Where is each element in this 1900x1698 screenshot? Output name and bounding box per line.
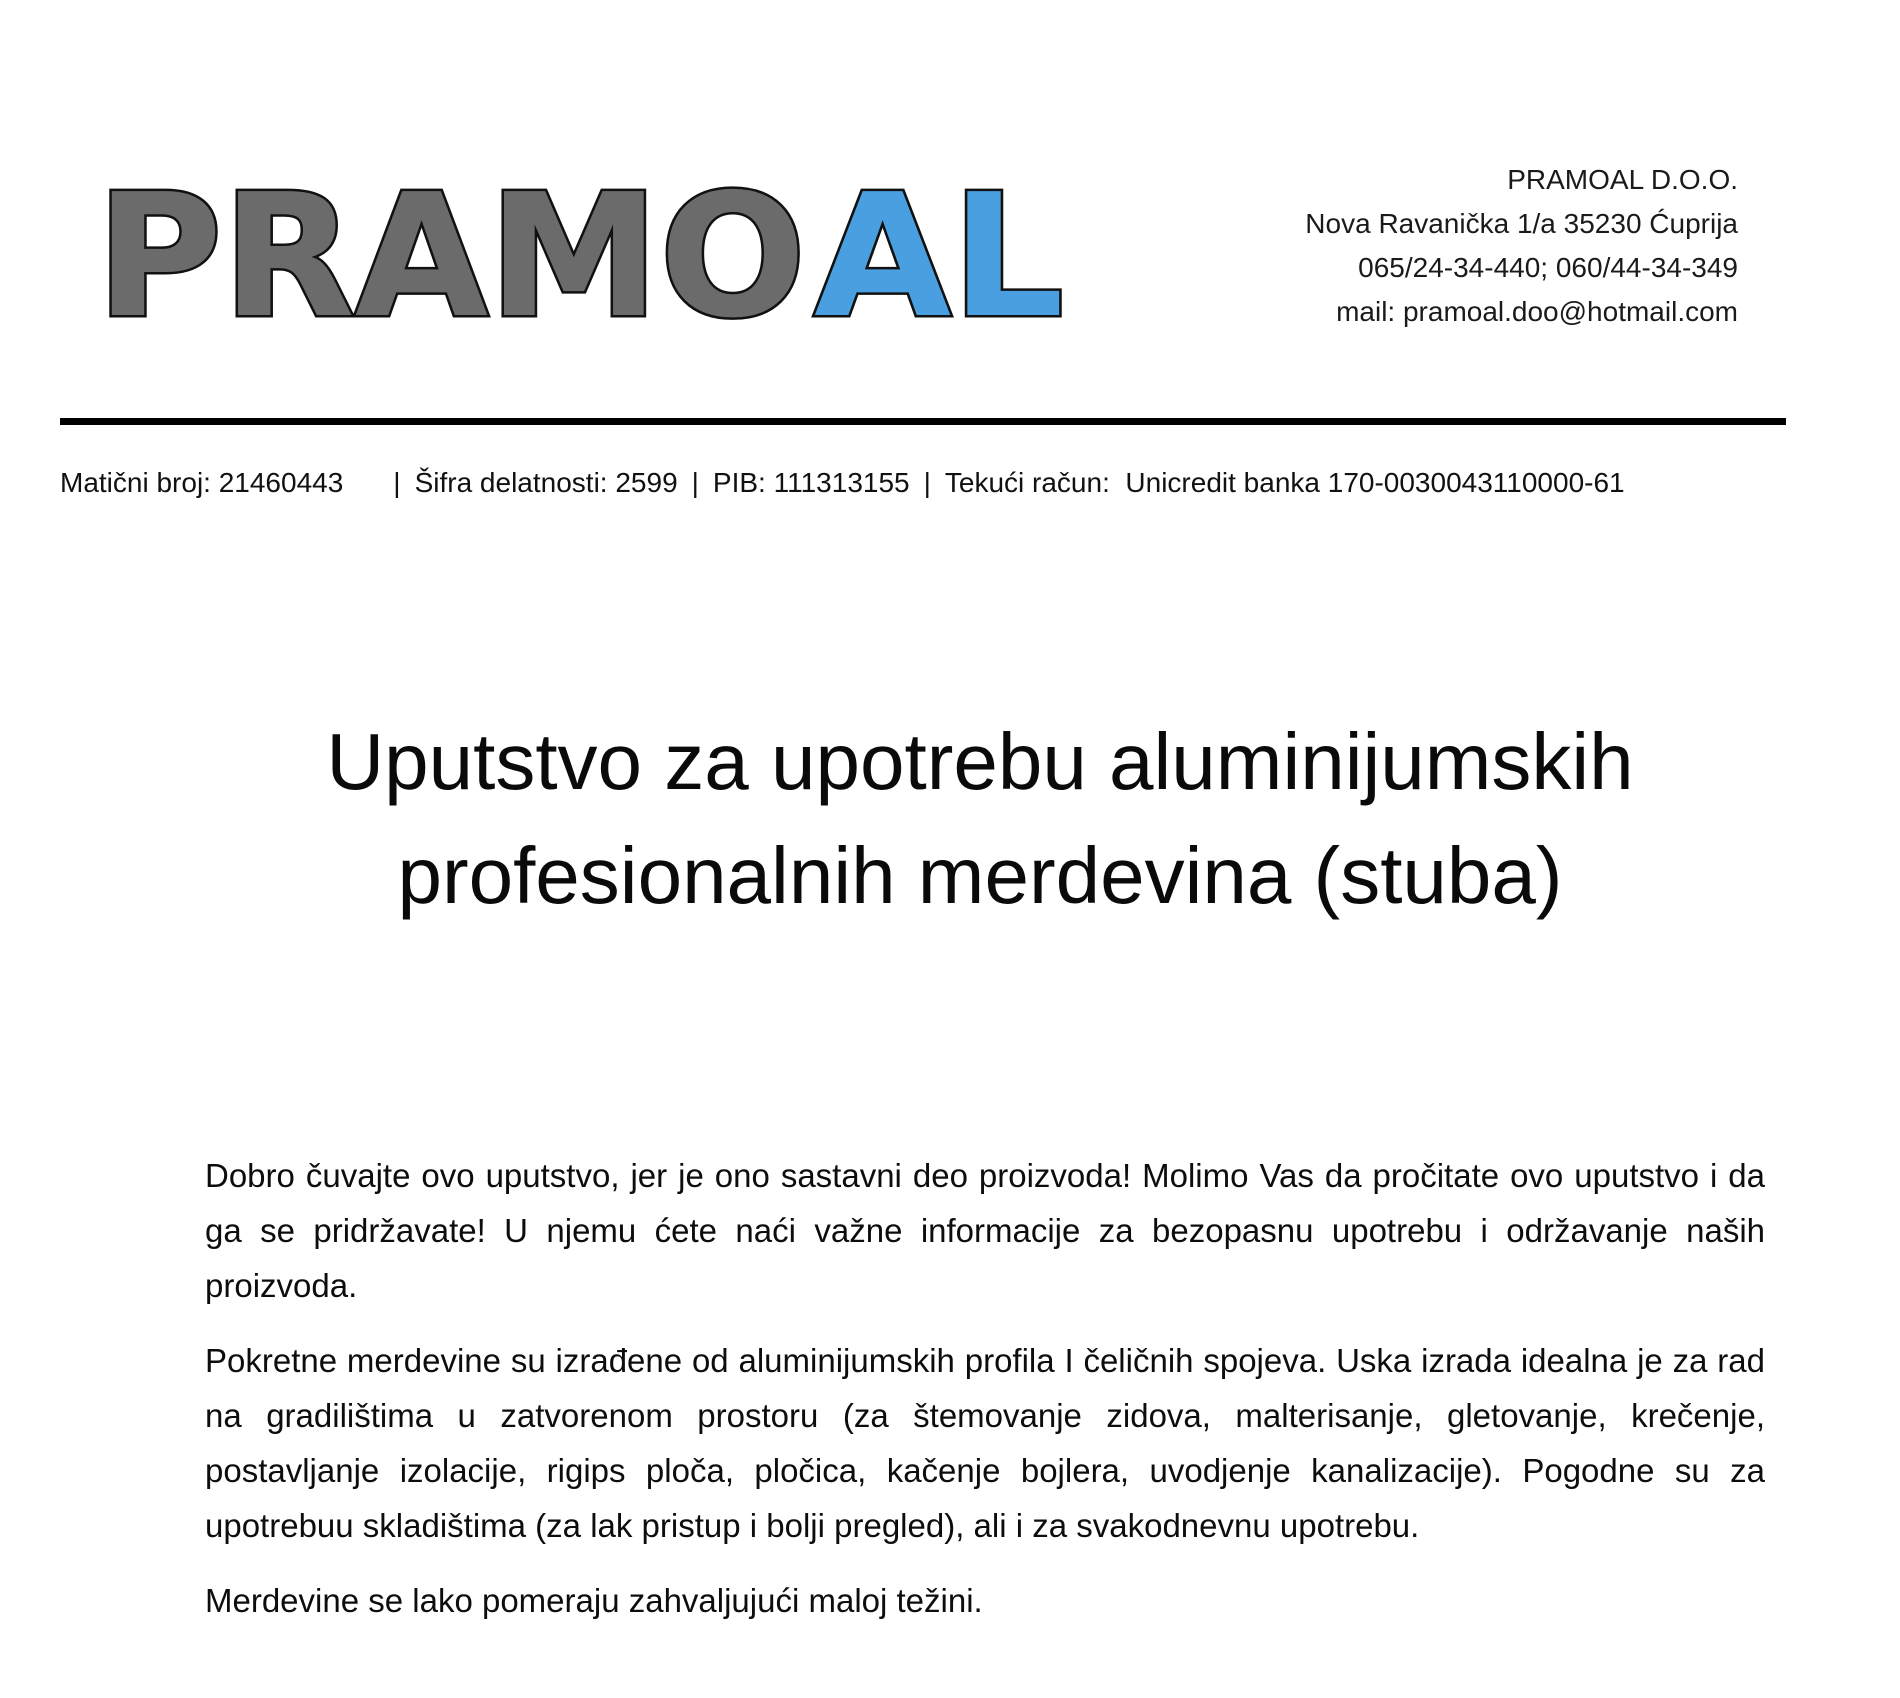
logo-graphic xyxy=(96,165,1076,335)
company-logo xyxy=(96,165,1076,335)
company-mail: mail: pramoal.doo@hotmail.com xyxy=(1336,296,1738,327)
tekuci-racun: Tekući račun: Unicredit banka 170-0030043110000-61 xyxy=(944,467,1625,498)
title-line-1: Uputstvo za upotrebu aluminijumskih xyxy=(326,717,1634,806)
maticni-broj: Matični broj: 21460443 xyxy=(60,467,344,498)
paragraph-1: Dobro čuvajte ovo uputstvo, jer je ono sastavni deo proizvoda! Molimo Vas da pročitate ovo uputstvo i da ga se pridržavate! U njemu ćete naći važne informacije za bezopasnu upotrebu i održavanje naših proizvoda. xyxy=(205,1157,1765,1304)
separator: | xyxy=(691,467,699,498)
document-title xyxy=(150,705,1810,933)
company-name: PRAMOAL D.O.O. xyxy=(1507,164,1738,195)
company-address: Nova Ravanička 1/a 35230 Ćuprija xyxy=(1305,208,1738,239)
separator: | xyxy=(923,467,931,498)
company-contact-block xyxy=(1305,158,1738,334)
document-body xyxy=(205,1148,1765,1648)
registration-info xyxy=(60,463,1800,503)
pib: PIB: 111313155 xyxy=(712,467,910,498)
company-phones: 065/24-34-440; 060/44-34-349 xyxy=(1358,252,1738,283)
header-divider xyxy=(60,418,1786,425)
title-line-2: profesionalnih merdevina (stuba) xyxy=(397,831,1563,920)
logo-text-al: AL xyxy=(814,165,1064,335)
paragraph-2: Pokretne merdevine su izrađene od aluminijumskih profila I čeličnih spojeva. Uska izrada idealna je za rad na gradilištima u zatvorenom prostoru (za štemovanje zidova, malterisanje, gletovanje, krečenje, postavljanje izolacije, rigips ploča, pločica, kačenje bojlera, uvodjenje kanalizacije). Pogodne su za upotrebuu skladištima (za lak pristup i bolji pregled), ali i za svakodnevnu upotrebu. xyxy=(205,1342,1765,1544)
separator: | xyxy=(393,467,401,498)
sifra-delatnosti: Šifra delatnosti: 2599 xyxy=(414,467,678,498)
paragraph-3: Merdevine se lako pomeraju zahvaljujući maloj težini. xyxy=(205,1582,983,1619)
logo-text-pramo: PRAMO xyxy=(96,165,806,335)
